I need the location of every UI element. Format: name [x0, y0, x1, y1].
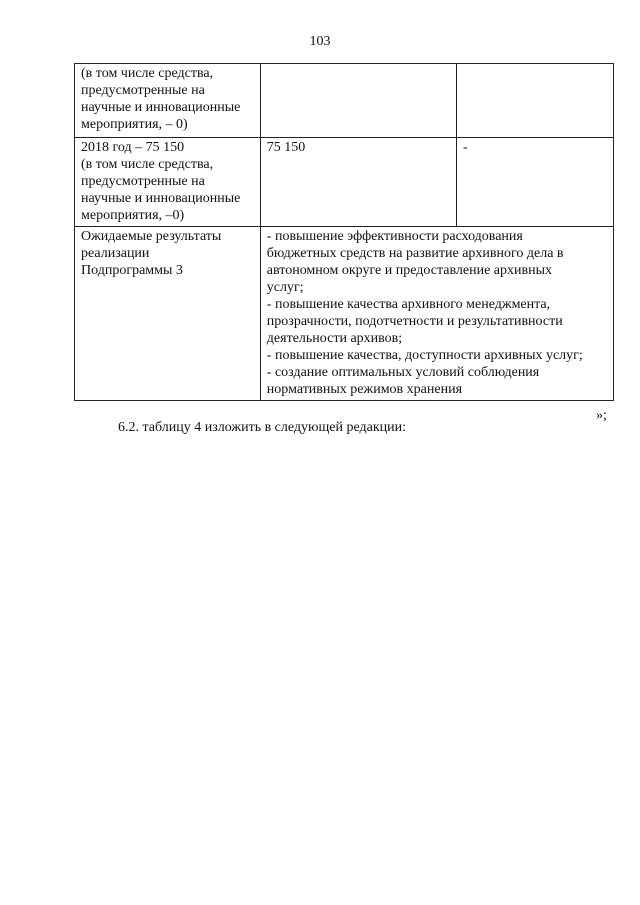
cell-line: прозрачности, подотчетности и результативности [266, 314, 563, 329]
cell-line: 2018 год – 75 150 [81, 140, 185, 155]
cell-line: научные и инновационные [81, 191, 241, 206]
cell-line: мероприятия, – 0) [81, 117, 188, 132]
cell-line: - повышение качества, доступности архивных услуг; [266, 348, 583, 363]
table-cell-expected-results-label [75, 227, 261, 401]
cell-line: (в том числе средства, [81, 66, 214, 81]
cell-line: предусмотренные на [81, 174, 205, 189]
cell-line: - повышение качества архивного менеджмента, [266, 297, 551, 312]
cell-line: научные и инновационные [81, 100, 241, 115]
table-row [75, 138, 614, 227]
cell-line: предусмотренные на [81, 83, 205, 98]
table-cell-amount: 75 150 [260, 138, 456, 227]
cell-line: автономном округе и предоставление архивных [266, 263, 553, 278]
cell-line: мероприятия, –0) [81, 208, 185, 223]
cell-line: услуг; [266, 280, 304, 295]
cell-line: (в том числе средства, [81, 157, 214, 172]
table-cell-year-2018 [75, 138, 261, 227]
cell-line: Подпрограммы 3 [81, 263, 183, 278]
table-cell-dash: - [457, 138, 614, 227]
cell-line: деятельности архивов; [266, 331, 403, 346]
cell-line: бюджетных средств на развитие архивного дела в [266, 246, 564, 261]
cell-line: - повышение эффективности расходования [266, 229, 523, 244]
table-row [75, 64, 614, 138]
page-number: 103 [309, 34, 331, 49]
cell-line: нормативных режимов хранения [266, 382, 463, 397]
table-cell-empty [260, 64, 456, 138]
table-row [75, 227, 614, 401]
program-table [74, 63, 614, 401]
table-cell-empty [457, 64, 614, 138]
closing-quote: »; [596, 408, 607, 423]
cell-line: реализации [81, 246, 150, 261]
table-cell-expected-results-list [260, 227, 613, 401]
cell-line: Ожидаемые результаты [81, 229, 222, 244]
table-cell-financing-note [75, 64, 261, 138]
cell-line: - создание оптимальных условий соблюдения [266, 365, 540, 380]
paragraph-6-2: 6.2. таблицу 4 изложить в следующей редакции: [118, 420, 407, 435]
